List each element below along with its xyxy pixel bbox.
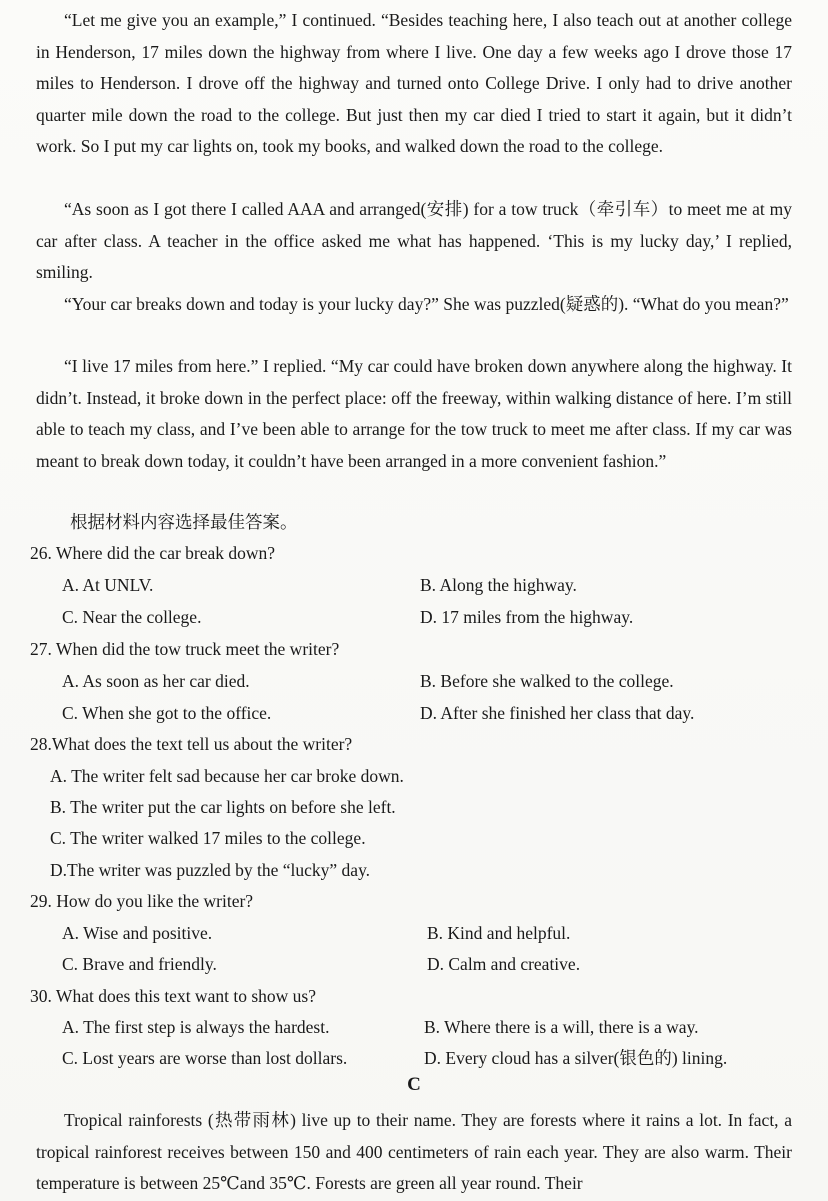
question-29-option-b: B. Kind and helpful. — [427, 923, 571, 943]
question-26-option-c: C. Near the college. — [62, 607, 202, 627]
passage-b-paragraph-1: “Let me give you an example,” I continued. “Besides teaching here, I also teach out at another college in Henderson, 17 miles down the highway from where I live. One day a few weeks ago I drove those 17 miles to Henderson. I drove off the highway and turned onto College Drive. I only had to drive another quarter mile down the road to the college. But just then my car died I tried to start it again, but it didn’t work. So I put my car lights on, took my books, and walked down the road to the college. — [36, 10, 792, 156]
question-29-option-d: D. Calm and creative. — [427, 954, 581, 974]
question-29-option-c: C. Brave and friendly. — [62, 954, 217, 974]
question-28-option-c: C. The writer walked 17 miles to the college. — [50, 828, 366, 848]
question-30-option-a: A. The first step is always the hardest. — [62, 1017, 330, 1037]
question-28-stem: 28.What does the text tell us about the writer? — [30, 734, 353, 754]
question-29-option-a: A. Wise and positive. — [62, 923, 213, 943]
question-27-option-d: D. After she finished her class that day. — [420, 703, 695, 723]
question-30-stem: 30. What does this text want to show us? — [30, 986, 316, 1006]
question-26-option-a: A. At UNLV. — [62, 575, 154, 595]
question-26-option-b: B. Along the highway. — [420, 575, 577, 595]
instruction-text: 根据材料内容选择最佳答案。 — [70, 512, 298, 532]
question-26-stem: 26. Where did the car break down? — [30, 543, 276, 563]
question-29-stem: 29. How do you like the writer? — [30, 891, 254, 911]
question-28-option-b: B. The writer put the car lights on before she left. — [50, 797, 396, 817]
question-27-option-b: B. Before she walked to the college. — [420, 671, 674, 691]
question-27-option-c: C. When she got to the office. — [62, 703, 272, 723]
question-30-option-c: C. Lost years are worse than lost dollars. — [62, 1048, 348, 1068]
passage-c-paragraph-1: Tropical rainforests (热带雨林) live up to their name. They are forests where it rains a lot. In fact, a tropical rainforest receives between 150 and 400 centimeters of rain each year. They are also warm. Their temperature is between 25℃and 35℃. Forests are green all year round. Their — [36, 1110, 792, 1193]
question-28-option-d: D.The writer was puzzled by the “lucky” day. — [50, 860, 371, 880]
passage-b-paragraph-2: “As soon as I got there I called AAA and arranged(安排) for a tow truck（牵引车）to meet me at my car after class. A teacher in the office asked me what has happened. ‘This is my lucky day,’ I replied, smiling. — [36, 199, 792, 282]
question-26-option-d: D. 17 miles from the highway. — [420, 607, 634, 627]
question-27-stem: 27. When did the tow truck meet the writer? — [30, 639, 340, 659]
question-30-option-b: B. Where there is a will, there is a way. — [424, 1017, 699, 1037]
section-c-heading: C — [407, 1074, 421, 1095]
question-28-option-a: A. The writer felt sad because her car broke down. — [50, 766, 404, 786]
passage-b-paragraph-4: “I live 17 miles from here.” I replied. “My car could have broken down anywhere along the highway. It didn’t. Instead, it broke down in the perfect place: off the freeway, within walking distance of here. I’m still able to teach my class, and I’ve been able to arrange for the tow truck to meet me after class. If my car was meant to break down today, it couldn’t have been arranged in a more convenient fashion.” — [36, 356, 792, 471]
passage-b-paragraph-3: “Your car breaks down and today is your lucky day?” She was puzzled(疑惑的). “What do you mean?” — [64, 294, 789, 314]
question-27-option-a: A. As soon as her car died. — [62, 671, 250, 691]
question-30-option-d: D. Every cloud has a silver(银色的) lining. — [424, 1048, 728, 1068]
